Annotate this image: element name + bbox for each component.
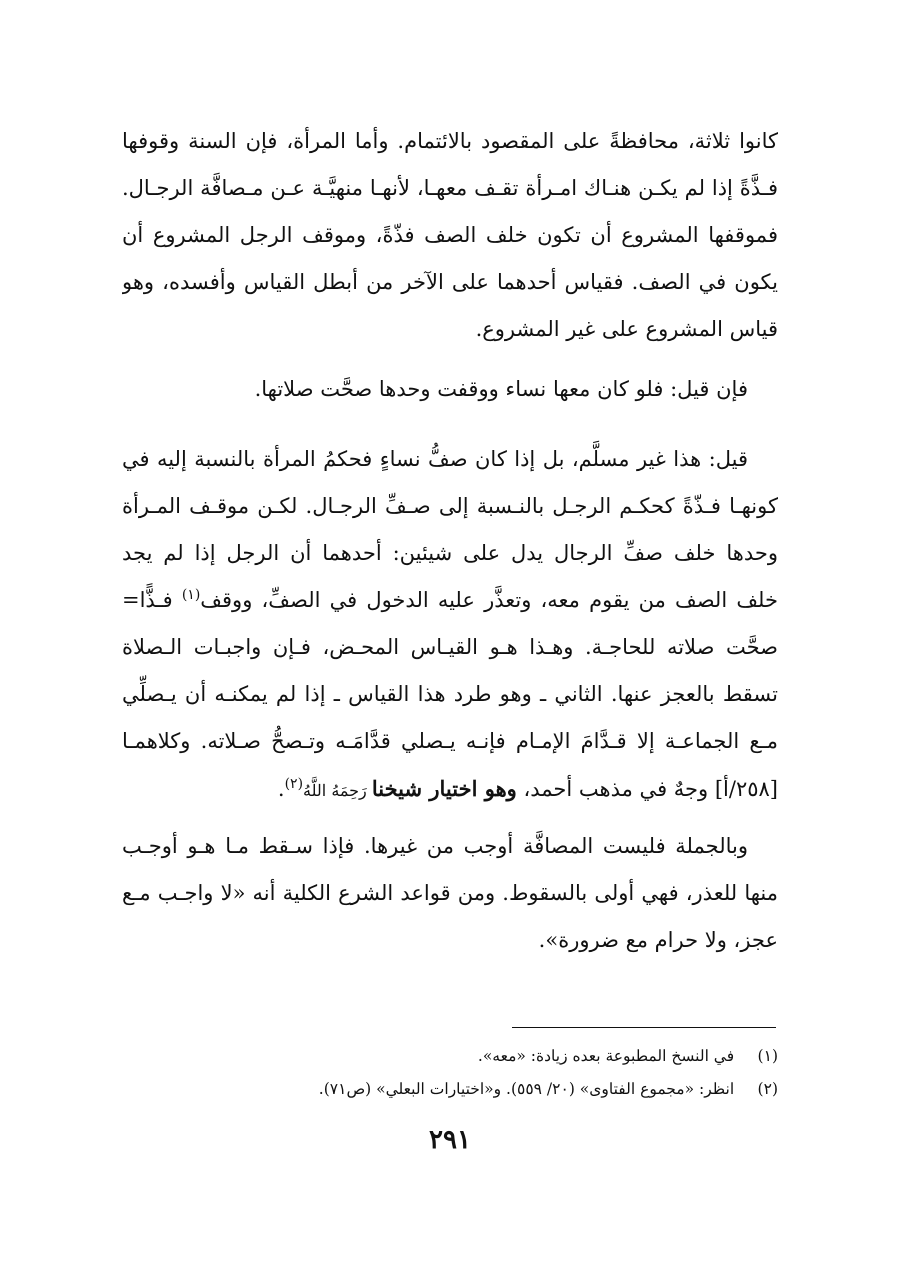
footnote-text: في النسخ المطبوعة بعده زيادة: «معه». bbox=[477, 1047, 735, 1065]
text-line: فـذَّةً إذا لم يكـن هنـاك امـرأة تقـف معهـا، لأنهـا منهيَّـة عـن مـصافَّة الرجـال. bbox=[122, 176, 778, 200]
text-segment: خلف الصف من يقوم معه، وتعذَّر عليه الدخول في الصفِّ، ووقف bbox=[200, 588, 778, 612]
text-line bbox=[122, 577, 778, 624]
footnote-number: (٢) bbox=[757, 1080, 778, 1098]
honorific-glyph: رَحِمَهُ اللَّهُ bbox=[303, 781, 372, 800]
footnote-number: (١) bbox=[757, 1047, 778, 1065]
footnotes bbox=[300, 1040, 778, 1106]
text-line: كانوا ثلاثة، محافظةً على المقصود بالائتمام. وأما المرأة، فإن السنة وقوفها bbox=[122, 129, 778, 153]
text-line: يكون في الصف. فقياس أحدهما على الآخر من أبطل القياس وأفسده، وهو bbox=[122, 270, 778, 294]
bold-phrase: وهو اختيار شيخنا bbox=[371, 776, 517, 801]
footnote-1 bbox=[300, 1040, 778, 1073]
paragraph-4 bbox=[122, 823, 778, 964]
footnote-divider bbox=[512, 1027, 776, 1028]
text-line: صحَّت صلاته للحاجـة. وهـذا هـو القيـاس المحـض، فـإن واجبـات الـصلاة bbox=[122, 635, 778, 659]
text-segment: [٢٥٨/أ] وجهٌ في مذهب أحمد، bbox=[516, 777, 778, 801]
footnote-ref-1: (١) bbox=[181, 587, 201, 603]
text-line: كونهـا فـذّةً كحكـم الرجـل بالنـسبة إلى صـفِّ الرجـال. لكـن موقـف المـرأة bbox=[122, 494, 778, 518]
text-line: عجز، ولا حرام مع ضرورة». bbox=[538, 928, 778, 952]
text-line: فموقفها المشروع أن تكون خلف الصف فذّةً، وموقف الرجل المشروع أن bbox=[122, 223, 778, 247]
text-line: تسقط بالعجز عنها. الثاني ـ وهو طرد هذا القياس ـ إذا لم يمكنـه أن يـصلِّي bbox=[122, 682, 778, 706]
text-line: قيل: هذا غير مسلَّم، بل إذا كان صفُّ نساءٍ فحكمُ المرأة بالنسبة إليه في bbox=[122, 447, 748, 471]
text-line: مـع الجماعـة إلا قـدَّامَ الإمـام فإنـه يـصلي قدَّامَـه وتـصحُّ صـلاته. وكلاهمـا bbox=[122, 729, 778, 753]
text-line: وبالجملة فليست المصافَّة أوجب من غيرها. فإذا سـقط مـا هـو أوجـب bbox=[122, 834, 748, 858]
text-line: منها للعذر، فهي أولى بالسقوط. ومن قواعد الشرع الكلية أنه «لا واجـب مـع bbox=[122, 881, 778, 905]
paragraph-3 bbox=[122, 436, 778, 814]
text-line: فإن قيل: فلو كان معها نساء ووقفت وحدها صحَّت صلاتها. bbox=[254, 377, 748, 401]
page-number: ٢٩١ bbox=[429, 1125, 471, 1155]
footnote-text: انظر: «مجموع الفتاوى» (٢٠/ ٥٥٩). و«اختيارات البعلي» (ص٧١). bbox=[318, 1080, 735, 1098]
footnote-ref-2: (٢) bbox=[284, 776, 304, 792]
text-segment: . bbox=[277, 777, 285, 801]
paragraph-2 bbox=[122, 366, 778, 413]
text-line bbox=[122, 765, 778, 814]
text-line: وحدها خلف صفِّ الرجال يدل على شيئين: أحدهما أن الرجل إذا لم يجد bbox=[122, 541, 778, 565]
text-segment: فـذًّا= bbox=[122, 588, 182, 612]
text-line: قياس المشروع على غير المشروع. bbox=[475, 317, 778, 341]
footnote-2 bbox=[300, 1073, 778, 1106]
paragraph-1 bbox=[122, 118, 778, 353]
